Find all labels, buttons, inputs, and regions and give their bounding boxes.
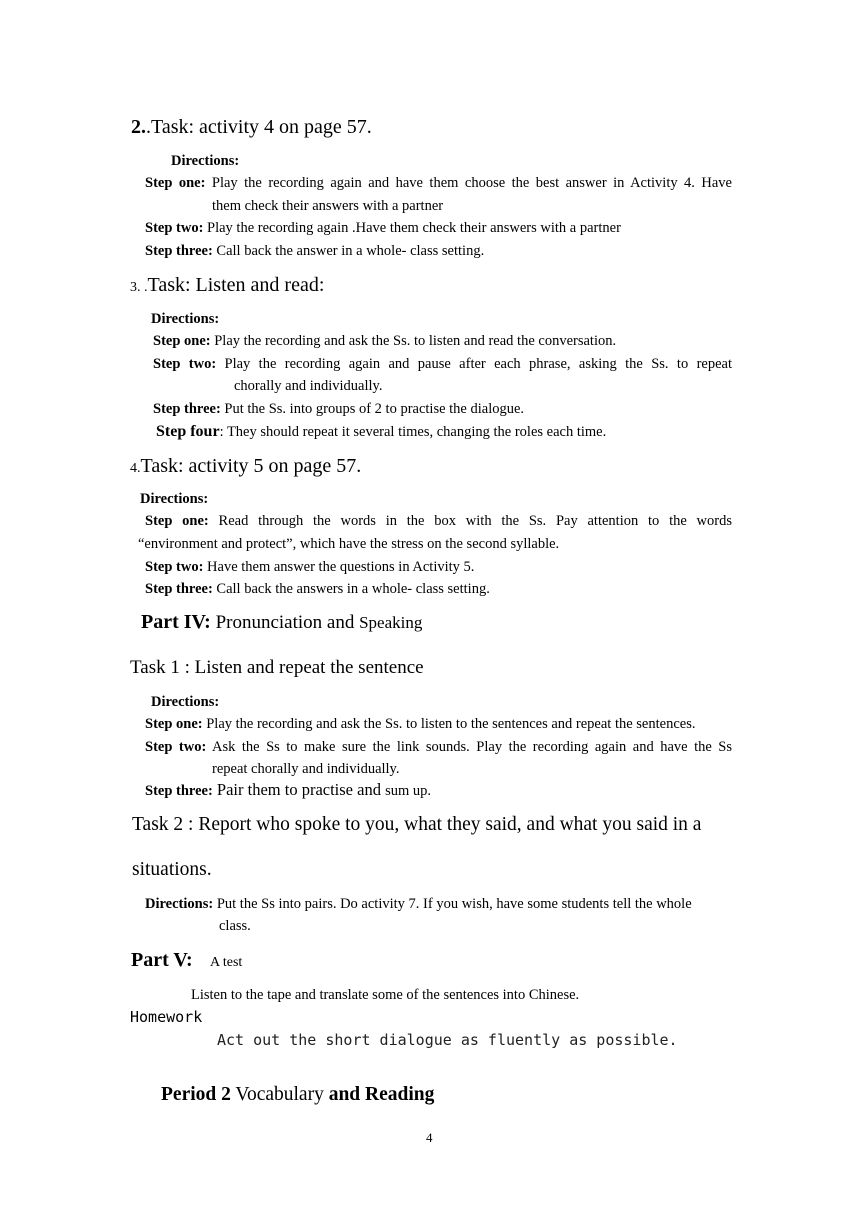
part-5-title: A test — [210, 955, 243, 970]
section-4-title: Task: activity 5 on page 57. — [140, 455, 362, 477]
section-2-title: .Task: activity 4 on page 57. — [146, 116, 372, 138]
section-3-number: 3. . — [130, 280, 148, 295]
section-3-step-four — [156, 421, 606, 443]
section-4-step-one-cont: “environment and protect”, which have the stress on the second syllable. — [138, 536, 560, 552]
task-1-directions — [151, 691, 219, 713]
section-2-step-one-cont: them check their answers with a partner — [212, 198, 444, 214]
step-label: Step four — [156, 423, 220, 440]
step-text: Put the Ss. into groups of 2 to practise the dialogue. — [220, 401, 525, 417]
section-2-step-two — [145, 217, 621, 239]
step-text: Play the recording again and pause after each phrase, asking the Ss. to repeat — [216, 356, 732, 372]
step-text: Ask the Ss to make sure the link sounds. Play the recording again and have the Ss — [206, 739, 732, 755]
part-4-title: Pronunciation and — [210, 612, 360, 633]
step-text: Call back the answers in a whole- class setting. — [212, 581, 490, 597]
homework-label: Homework — [130, 1008, 203, 1026]
homework-text: Act out the short dialogue as fluently as possible. — [217, 1031, 678, 1049]
step-label: Step three: — [145, 243, 213, 259]
section-4-step-one — [145, 510, 732, 532]
step-text: Call back the answer in a whole- class setting. — [212, 243, 485, 259]
task-2-title-cont: situations. — [132, 859, 212, 880]
step-label: Step three: — [153, 401, 221, 417]
step-label: Step one: — [145, 716, 203, 732]
section-3-step-two-cont: chorally and individually. — [234, 378, 383, 394]
directions-label: Directions: — [151, 694, 220, 710]
task-1-step-three — [145, 780, 431, 800]
period-2-heading — [161, 1084, 434, 1106]
directions-label: Directions: — [171, 153, 240, 169]
section-3-step-one — [153, 330, 616, 352]
section-3-step-two — [153, 353, 732, 375]
step-text: Play the recording again .Have them check their answers with a partner — [203, 220, 621, 236]
step-label: Step three: — [145, 581, 213, 597]
period-2-title-end: and Reading — [328, 1084, 435, 1105]
section-2-step-one — [145, 172, 732, 194]
step-label: Step two: — [145, 559, 204, 575]
task-2-directions-cont: class. — [219, 918, 251, 934]
part-4-heading — [141, 611, 422, 634]
step-text: Play the recording and ask the Ss. to listen to the sentences and repeat the sentences. — [202, 716, 696, 732]
step-label: Step three: — [145, 783, 213, 799]
section-3-heading — [130, 274, 324, 297]
section-2-step-three — [145, 240, 484, 262]
step-label: Step two: — [145, 220, 204, 236]
period-2-label: Period 2 — [161, 1084, 231, 1105]
page-number: 4 — [426, 1130, 433, 1145]
directions-label: Directions: — [145, 896, 214, 912]
step-label: Step one: — [153, 333, 211, 349]
directions-label: Directions: — [151, 311, 220, 327]
section-4-number: 4. — [130, 461, 141, 476]
step-label: Step two: — [145, 739, 207, 755]
step-text: Pair them to practise and — [212, 780, 386, 799]
directions-text: Put the Ss into pairs. Do activity 7. If you wish, have some students tell the whole — [213, 896, 692, 912]
step-text: Read through the words in the box with the Ss. Pay attention to the words — [208, 513, 733, 529]
period-2-title: Vocabulary — [230, 1084, 329, 1105]
section-4-step-three — [145, 578, 490, 600]
part-5-heading — [131, 949, 193, 972]
part-4-label: Part IV: — [141, 611, 211, 633]
section-4-directions — [140, 488, 208, 510]
step-text: Play the recording and ask the Ss. to listen and read the conversation. — [210, 333, 617, 349]
section-3-title: Task: Listen and read: — [147, 274, 325, 296]
task-1-step-one — [145, 713, 695, 735]
section-2-number: 2. — [131, 116, 146, 138]
task-2-directions — [145, 893, 692, 915]
step-text: Have them answer the questions in Activity 5. — [203, 559, 475, 575]
step-label: Step one: — [145, 175, 206, 191]
step-label: Step one: — [145, 513, 209, 529]
part-5-text: Listen to the tape and translate some of the sentences into Chinese. — [191, 987, 580, 1003]
step-label: Step two: — [153, 356, 217, 372]
part-5-label: Part V: — [131, 949, 193, 971]
task-1-step-two-cont: repeat chorally and individually. — [212, 761, 400, 777]
section-2-directions — [171, 150, 239, 172]
task-1-step-two — [145, 736, 732, 758]
task-1-title: Task 1 : Listen and repeat the sentence — [130, 657, 424, 678]
step-text: Play the recording again and have them choose the best answer in Activity 4. Have — [205, 175, 732, 191]
section-4-heading — [130, 455, 361, 478]
section-4-step-two — [145, 556, 474, 578]
directions-label: Directions: — [140, 491, 209, 507]
section-2-heading — [131, 116, 372, 139]
task-2-title: Task 2 : Report who spoke to you, what they said, and what you said in a — [132, 814, 702, 835]
section-3-directions — [151, 308, 219, 330]
part-4-title-end: Speaking — [359, 613, 423, 632]
step-text: : They should repeat it several times, changing the roles each time. — [219, 424, 607, 440]
step-text-end: sum up. — [385, 783, 432, 799]
section-3-step-three — [153, 398, 524, 420]
